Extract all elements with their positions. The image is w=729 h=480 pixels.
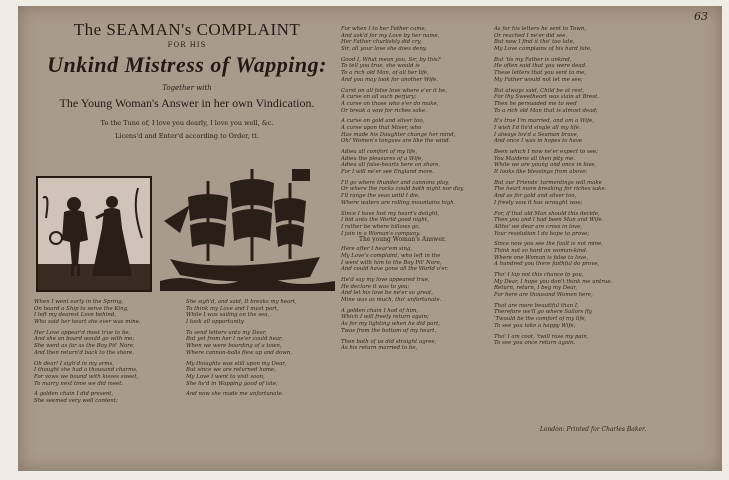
verse-line: Where cannon-balls flew up and down, [186, 349, 293, 356]
verse-line: To see you take a happy Wife, [494, 322, 576, 329]
verse-line: I'll go where thunder and cannons play, [341, 179, 450, 186]
verse-line: Think not so hard on woman-kind. [494, 247, 588, 254]
verse-line: I bid unto the World good night, [341, 217, 429, 224]
verse-line: He often said that you were dead. [494, 63, 587, 70]
verse-line: To send letters unto my Dear, [186, 329, 267, 336]
verse-line: But yet from her I ne'er could hear, [186, 336, 283, 343]
verse-line: You Maidens all then pity me. [494, 155, 576, 162]
subtitle-blackletter: Unkind Mistress of Wapping: [47, 52, 327, 77]
verse-line: Mine was as much, tho' unfortunate. [341, 297, 442, 304]
verse-line: But now I find it tho' too late, [494, 39, 575, 46]
verse-line: Since now you see the fault is not mine, [494, 241, 604, 248]
verse-line: Her Father churlishly did cry, [341, 39, 422, 46]
verse-line: And let his love be ne'er so great, [341, 290, 433, 297]
ballad-column-3 [341, 26, 464, 352]
verse-line: For, if that old Man should this decide, [494, 210, 600, 217]
verse-line: Your resolution I do hope to prove; [494, 230, 590, 237]
title: The SEAMAN's COMPLAINT [73, 20, 301, 39]
verse-line: On board a Ship to serve the King, [34, 305, 129, 312]
page-number: 63 [694, 10, 708, 23]
verse-line: But since we are returned home, [186, 367, 276, 374]
verse-line: When I went early in the Spring, [34, 299, 124, 305]
verse-line: And she on board would go with me; [34, 336, 135, 343]
verse-line: Or where the rocks could both night nor day, [341, 186, 464, 193]
verse-line: Or reached I ne'er did see. [494, 32, 568, 39]
verse-line: To marry next time we did meet. [34, 380, 124, 387]
verse-line: I thought she had a thousand charms, [34, 367, 138, 374]
verse-line: To a rich old Man that is almost dead; [494, 107, 598, 114]
verse-line: Here after I hear'em sing, [341, 246, 413, 253]
verse-line: While we are young and once in love, [494, 162, 597, 169]
verse-line: Adieu all false-hearts here on shore, [341, 162, 441, 169]
verse-line: And as for gold and silver too, [494, 193, 577, 200]
verse-line: I left my dearest Love behind, [34, 312, 117, 319]
verse-line: A curse upon that Miser, who [341, 124, 422, 131]
verse-line: Which I will freely return again; [341, 314, 429, 321]
verse-line: Good I, What mean you, Sir, by this? [341, 56, 441, 63]
verse-line: A curse on those who e'er do make, [341, 100, 439, 107]
verse-line: Her Love appear'd most true to be, [34, 329, 131, 336]
verse-line: A golden chain I had of him, [341, 307, 419, 314]
verse-line: The heart more breaking for riches sake. [494, 186, 607, 193]
ballad-column-1 [34, 299, 141, 405]
verse-line: To think my Love and I must part, [186, 305, 279, 312]
for-his: FOR HIS [167, 41, 207, 49]
verse-line: And once I was in hopes to have [494, 138, 583, 145]
verse-line: And then return'd back to the shore. [34, 349, 134, 356]
verse-line: I rather be where billows go, [341, 223, 421, 230]
verse-line: I took all opportunity [186, 319, 244, 326]
verse-line: Tho' I lap not this chance to you, [494, 272, 584, 278]
verse-line: For when I to her Father came, [341, 26, 427, 32]
verse-line: Oh dear! I sigh'd in my arms, [34, 360, 114, 367]
verse-line: To a rich old Man, of all her life, [341, 70, 429, 77]
verse-line: I'll range the seas until I die, [341, 193, 420, 200]
imprint: London: Printed for Charles Baker. [539, 426, 647, 433]
verse-line: My thoughts was still upon my Dear, [186, 360, 286, 367]
verse-line: To see you once return again. [494, 340, 576, 347]
verse-line: Altho' we dear are cross in love, [494, 223, 582, 230]
verse-line: She seemed very well content; [34, 397, 118, 404]
licensed-line: Licens'd and Enter'd according to Order, tt. [115, 132, 259, 140]
verse-line: Twas from the bottom of my heart. [341, 327, 437, 334]
broadside-sheet [18, 6, 722, 471]
verse-line: Tho' I am coot, 'twill rase my pain, [494, 333, 589, 340]
verse-line: I always lov'd a Seaman brave, [494, 131, 579, 138]
verse-line: As for his letters he sent to Town, [494, 26, 587, 32]
verse-line: To tell you true, she would is [341, 63, 420, 70]
verse-line: As for my lighting when he did part, [341, 321, 440, 328]
verse-line: These letters that you sent to me, [494, 70, 587, 77]
verse-line: I freely vow it has wrought woe; [494, 199, 583, 206]
verse-line: A curse on gold and silver too, [341, 118, 425, 125]
verse-line: It looks like blessings from above; [494, 169, 588, 176]
verse-line: She went as far as the Boy Pit' Nore, [34, 343, 135, 350]
verse-line: It's true I'm married, and am a Wife, [494, 118, 594, 125]
verse-line: Or break a vow for riches sake. [341, 107, 427, 114]
verse-line: A curse on all such perjury; [341, 94, 417, 101]
verse-line: I went with him to the Boy Pit' Nore, [341, 259, 442, 266]
verse-line: A golden chain I did present, [34, 391, 114, 398]
ballad-column-4 [494, 26, 612, 347]
verse-line: But our Friends' tormentings will make [494, 179, 602, 186]
answer-subhead: The young Woman's Answer. [358, 236, 446, 244]
woodcut-couple-image [36, 176, 152, 292]
verse-line: For thy Sweetheart was slain at Brest. [494, 94, 599, 101]
verse-line: Has made his Daughter change her mind, [341, 131, 456, 138]
verse-line: My Love's complaint, who left in the [341, 252, 441, 259]
verse-line: Curst on all false love where e'er it be, [341, 87, 448, 94]
verse-line: She sigh'd, and said, It breaks my heart, [186, 299, 297, 305]
verse-line: Adieu the pleasures of a Wife, [341, 155, 423, 162]
verse-line: As his return married to be, [341, 345, 418, 352]
verse-line: My Father would not let me see; [494, 76, 583, 83]
ballad-column-2 [186, 299, 297, 398]
verse-line: Then both of us did straight agree, [341, 338, 437, 345]
verse-line: Then you and I had been Man and Wife. [494, 217, 604, 224]
verse-line: My Dear, I hope you don't think me untrue. [494, 278, 613, 285]
answer-title: The Young Woman's Answer in her own Vindication. [59, 96, 315, 110]
verse-line: For I will ne'er see England more. [341, 169, 435, 176]
tune-line: To the Tune of, I love you dearly, I love you well, &c. [100, 119, 274, 127]
verse-line: For here are thousand Women here, [494, 292, 593, 299]
verse-line: Where one Woman is false to love, [494, 254, 589, 261]
verse-line: And you may look for another Wife. [341, 76, 438, 83]
verse-line: My Love I went to visit soon, [186, 373, 265, 380]
verse-line: While I was sailing on the sea, [186, 312, 270, 319]
verse-line: But 'tis my Father is unkind, [494, 56, 572, 63]
verse-line: And ask'd for my Love by her name, [341, 32, 440, 39]
woodcut-ship-image [160, 161, 335, 291]
verse-line: Oh! Women's tongues are like the wind. [341, 138, 451, 145]
verse-line: My Love complains of his hard fate, [494, 46, 592, 53]
verse-line: And now she made me unfortunate. [186, 391, 284, 398]
verse-line: 'Twould be the comfort of my life, [494, 316, 587, 323]
verse-line: But always said, Child be at rest, [494, 87, 585, 94]
together-with: Together with [162, 84, 212, 92]
verse-line: Where waters are rolling mountains high. [341, 199, 456, 206]
verse-line: He'd say my love appeared true, [341, 277, 430, 283]
verse-line: When we were boarding of a town, [186, 343, 282, 350]
verse-line: She liv'd in Wapping good of late, [186, 380, 278, 387]
verse-line: I wish I'd liv'd single all my life. [494, 124, 581, 131]
verse-line: I join in a Woman's company. [341, 230, 421, 237]
verse-line: Been which I now ne'er expect to see; [494, 149, 598, 155]
verse-line: For vows we bound with kisses sweet, [34, 373, 139, 380]
verse-line: Therefore we'll go where Sailors fly, [494, 309, 593, 316]
verse-line: Since I have lost my heart's delight, [341, 210, 440, 217]
verse-line: Return, return, I beg my Dear, [494, 285, 578, 292]
verse-line: He declare it was to you; [341, 283, 410, 290]
verse-line: And could have gone all the World o'er. [341, 266, 449, 273]
verse-line: Who said her heart she ever was mine. [34, 319, 141, 326]
verse-line: Sir, all your love she does deny. [341, 46, 427, 53]
verse-line: A hundred you there faithful do prove, [494, 261, 600, 268]
verse-line: Then he persuaded me to wed [494, 100, 577, 107]
verse-line: That are more beautiful than I, [494, 302, 579, 309]
verse-line: Adieu all comfort of my life, [341, 149, 418, 155]
